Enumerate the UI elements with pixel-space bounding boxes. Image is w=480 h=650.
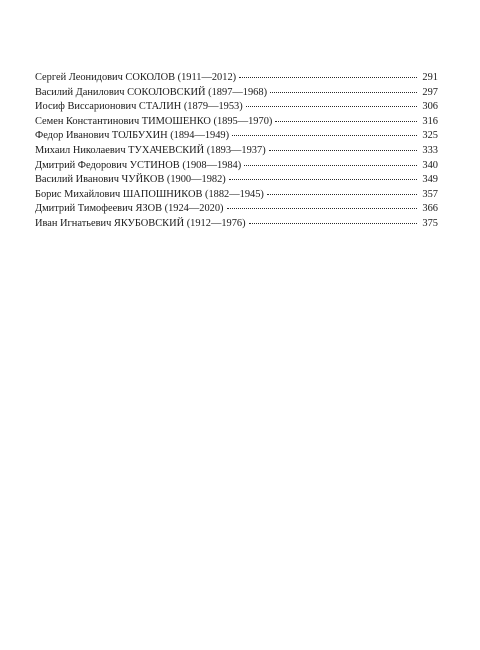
toc-entry-page: 349 <box>422 174 438 186</box>
toc-entry-page: 325 <box>422 130 438 142</box>
toc-entry <box>35 100 438 115</box>
toc-entry-title: Дмитрий Тимофеевич ЯЗОВ (1924—2020) <box>35 203 224 215</box>
toc-entry-page: 297 <box>422 86 438 98</box>
toc-entry-page: 340 <box>422 159 438 171</box>
toc-entry-title: Борис Михайлович ШАПОШНИКОВ (1882—1945) <box>35 188 264 200</box>
toc-dot-leader <box>275 121 417 122</box>
toc-entry-page: 366 <box>422 203 438 215</box>
toc-entry-title: Семен Константинович ТИМОШЕНКО (1895—1970) <box>35 115 273 127</box>
toc-entry-page: 375 <box>422 217 438 229</box>
toc-dot-leader <box>227 208 417 209</box>
toc-dot-leader <box>249 223 417 224</box>
toc-entry <box>35 173 438 188</box>
toc-entry <box>35 159 438 174</box>
toc-entry <box>35 188 438 203</box>
toc-entry-title: Михаил Николаевич ТУХАЧЕВСКИЙ (1893—1937) <box>35 144 266 156</box>
toc-entry-title: Федор Иванович ТОЛБУХИН (1894—1949) <box>35 130 230 142</box>
toc-entry <box>35 202 438 217</box>
toc-entry <box>35 144 438 159</box>
toc-entry-title: Иосиф Виссарионович СТАЛИН (1879—1953) <box>35 101 243 113</box>
table-of-contents <box>35 71 438 232</box>
toc-dot-leader <box>270 92 417 93</box>
toc-entry-title: Дмитрий Федорович УСТИНОВ (1908—1984) <box>35 159 242 171</box>
toc-entry <box>35 71 438 86</box>
toc-entry-title: Сергей Леонидович СОКОЛОВ (1911—2012) <box>35 72 237 83</box>
toc-dot-leader <box>246 106 417 107</box>
toc-entry-title: Василий Иванович ЧУЙКОВ (1900—1982) <box>35 174 226 186</box>
toc-dot-leader <box>267 194 417 195</box>
toc-entry-page: 357 <box>422 188 438 200</box>
toc-dot-leader <box>229 179 417 180</box>
toc-entry-title: Василий Данилович СОКОЛОВСКИЙ (1897—1968) <box>35 86 268 98</box>
toc-entry-page: 291 <box>422 72 438 83</box>
toc-entry <box>35 86 438 101</box>
toc-entry-page: 333 <box>422 144 438 156</box>
toc-entry-page: 306 <box>422 101 438 113</box>
toc-entry <box>35 217 438 232</box>
toc-entry-title: Иван Игнатьевич ЯКУБОВСКИЙ (1912—1976) <box>35 217 246 229</box>
toc-dot-leader <box>232 135 417 136</box>
toc-entry <box>35 115 438 130</box>
toc-entry-page: 316 <box>422 115 438 127</box>
toc-entry <box>35 129 438 144</box>
toc-dot-leader <box>269 150 417 151</box>
toc-dot-leader <box>239 77 417 78</box>
toc-dot-leader <box>244 165 417 166</box>
